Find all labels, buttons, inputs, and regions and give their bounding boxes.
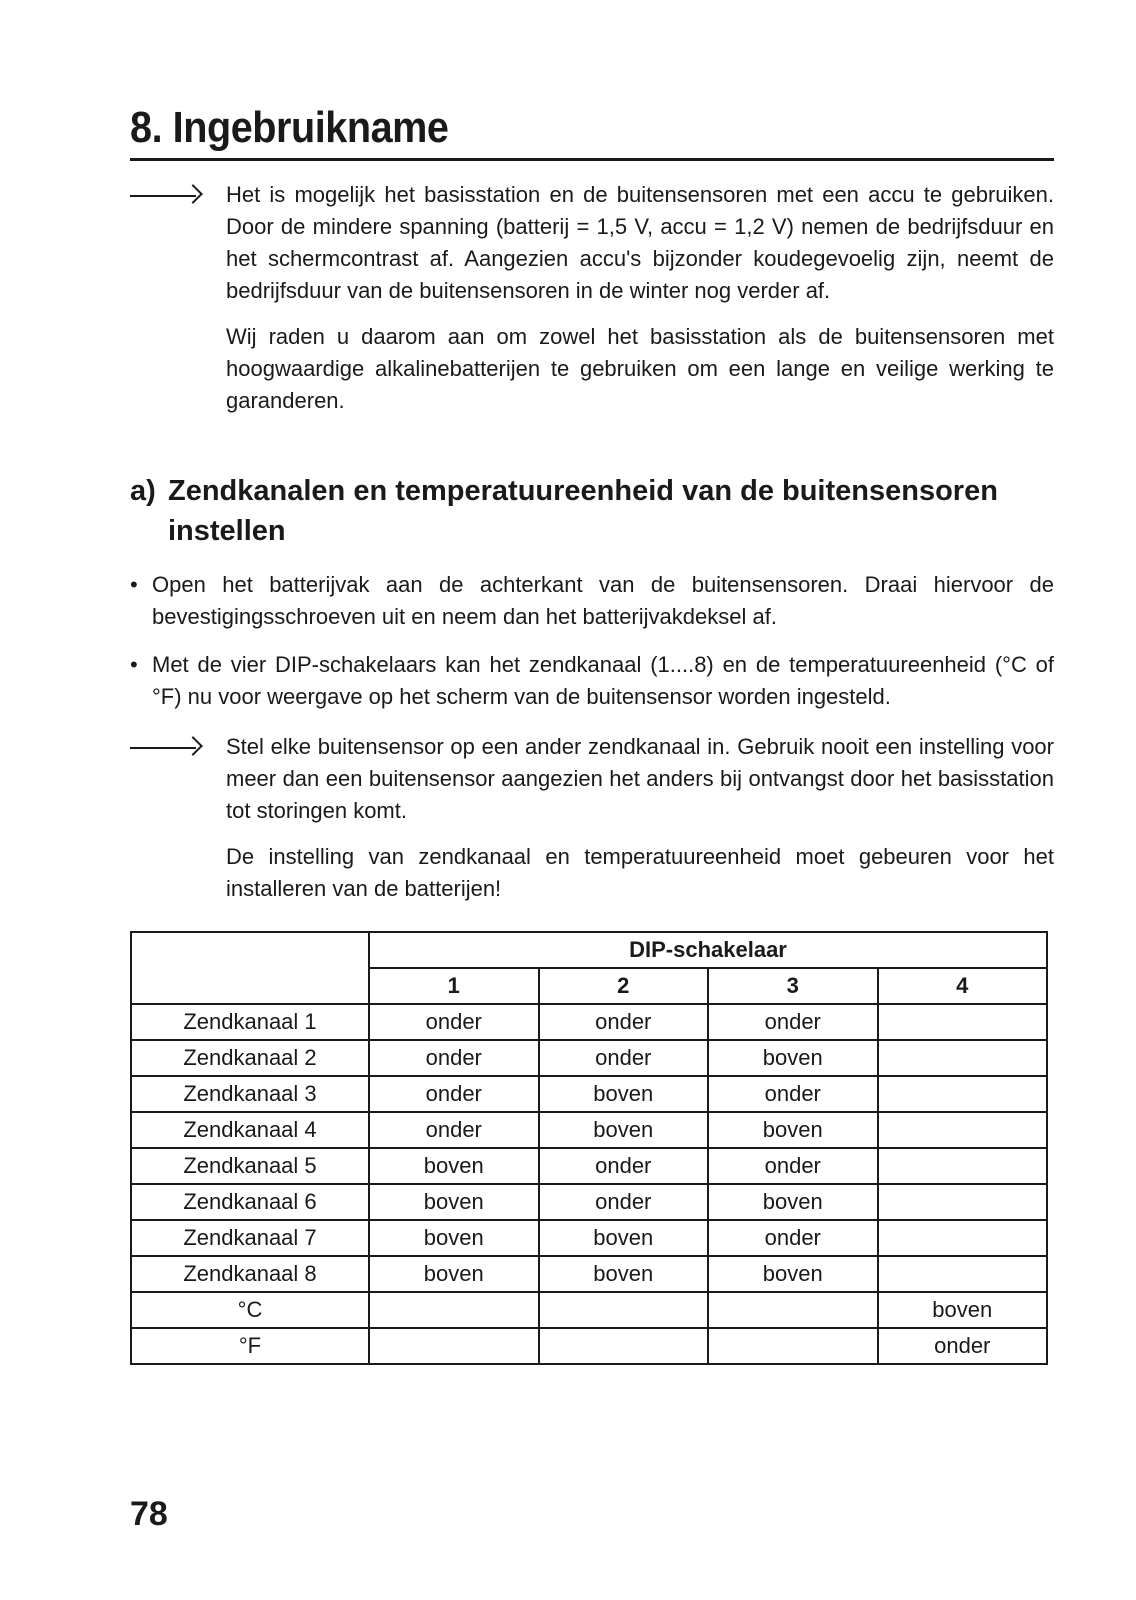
table-body bbox=[131, 1004, 1047, 1364]
page-content bbox=[130, 100, 1054, 1365]
table-cell: onder bbox=[708, 1148, 878, 1184]
table-cell bbox=[878, 1112, 1048, 1148]
table-cell: boven bbox=[539, 1112, 709, 1148]
row-label-cell: °F bbox=[131, 1328, 369, 1364]
note-paragraph: De instelling van zendkanaal en temperatuureenheid moet gebeuren voor het installeren van de batterijen! bbox=[226, 844, 1054, 901]
table-cell: onder bbox=[539, 1184, 709, 1220]
list-item-text: Met de vier DIP-schakelaars kan het zendkanaal (1....8) en de temperatuureenheid (°C of °F) nu voor weergave op het scherm van de buitensensor worden ingesteld. bbox=[152, 652, 1054, 709]
table-cell: onder bbox=[878, 1328, 1048, 1364]
arrow-right-icon bbox=[130, 731, 226, 763]
table-cell bbox=[369, 1292, 539, 1328]
table-row bbox=[131, 1220, 1047, 1256]
table-row bbox=[131, 1004, 1047, 1040]
table-cell: onder bbox=[708, 1220, 878, 1256]
page-number: 78 bbox=[130, 1495, 168, 1533]
table-cell bbox=[708, 1292, 878, 1328]
section-label: a) bbox=[130, 475, 156, 507]
table-cell bbox=[878, 1256, 1048, 1292]
table-row bbox=[131, 1184, 1047, 1220]
table-row bbox=[131, 1256, 1047, 1292]
table-corner-cell bbox=[131, 932, 369, 1004]
table-cell: boven bbox=[708, 1040, 878, 1076]
note-paragraph: Stel elke buitensensor op een ander zendkanaal in. Gebruik nooit een instelling voor meer dan een buitensensor aangezien het anders bij ontvangst door het basisstation tot storingen komt. bbox=[226, 734, 1054, 823]
table-column-header: 3 bbox=[708, 968, 878, 1004]
table-cell: boven bbox=[369, 1184, 539, 1220]
row-label-cell: Zendkanaal 6 bbox=[131, 1184, 369, 1220]
table-cell bbox=[878, 1184, 1048, 1220]
table-cell: boven bbox=[708, 1184, 878, 1220]
page-title: 8. Ingebruikname bbox=[130, 103, 449, 152]
table-cell bbox=[878, 1004, 1048, 1040]
list-item-text: Open het batterijvak aan de achterkant van de buitensensoren. Draai hiervoor de bevestigingsschroeven uit en neem dan het batterijvakdeksel af. bbox=[152, 572, 1054, 629]
table-cell: boven bbox=[878, 1292, 1048, 1328]
row-label-cell: °C bbox=[131, 1292, 369, 1328]
table-cell: onder bbox=[539, 1004, 709, 1040]
table-row bbox=[131, 1076, 1047, 1112]
table-group-header: DIP-schakelaar bbox=[369, 932, 1047, 968]
table-cell: boven bbox=[539, 1256, 709, 1292]
row-label-cell: Zendkanaal 1 bbox=[131, 1004, 369, 1040]
table-cell: onder bbox=[539, 1148, 709, 1184]
note-block-2 bbox=[130, 731, 1054, 919]
table-cell: onder bbox=[369, 1004, 539, 1040]
table-column-header: 2 bbox=[539, 968, 709, 1004]
table-cell: boven bbox=[369, 1256, 539, 1292]
table-cell: onder bbox=[369, 1076, 539, 1112]
table-row bbox=[131, 1292, 1047, 1328]
row-label-cell: Zendkanaal 4 bbox=[131, 1112, 369, 1148]
list-item bbox=[130, 569, 1054, 633]
table-row bbox=[131, 1112, 1047, 1148]
table-cell: onder bbox=[369, 1040, 539, 1076]
table-cell bbox=[878, 1076, 1048, 1112]
table-cell: boven bbox=[369, 1220, 539, 1256]
note-block-1 bbox=[130, 179, 1054, 431]
table-row bbox=[131, 1040, 1047, 1076]
table-cell: onder bbox=[539, 1040, 709, 1076]
table-cell: boven bbox=[539, 1220, 709, 1256]
bullet-icon: • bbox=[130, 652, 138, 677]
table-cell bbox=[878, 1220, 1048, 1256]
table-cell: boven bbox=[539, 1076, 709, 1112]
table-cell: boven bbox=[708, 1256, 878, 1292]
dip-switch-table bbox=[130, 931, 1048, 1365]
table-cell: onder bbox=[369, 1112, 539, 1148]
table-cell bbox=[878, 1148, 1048, 1184]
table-cell bbox=[369, 1328, 539, 1364]
row-label-cell: Zendkanaal 2 bbox=[131, 1040, 369, 1076]
section-title: Zendkanalen en temperatuureenheid van de buitensensoren instellen bbox=[168, 475, 998, 547]
list-item bbox=[130, 649, 1054, 713]
table-cell: onder bbox=[708, 1076, 878, 1112]
table-cell bbox=[708, 1328, 878, 1364]
row-label-cell: Zendkanaal 7 bbox=[131, 1220, 369, 1256]
section-heading bbox=[130, 471, 1054, 551]
table-column-header: 4 bbox=[878, 968, 1048, 1004]
table-row bbox=[131, 1148, 1047, 1184]
table-column-header: 1 bbox=[369, 968, 539, 1004]
row-label-cell: Zendkanaal 3 bbox=[131, 1076, 369, 1112]
table-cell bbox=[539, 1292, 709, 1328]
note-paragraph: Het is mogelijk het basisstation en de buitensensoren met een accu te gebruiken. Door de mindere spanning (batterij = 1,5 V, accu = 1,2 V) nemen de bedrijfsduur en het schermcontrast af. Aangezien accu's bijzonder koudegevoelig zijn, neemt de bedrijfsduur van de buitensensoren in de winter nog verder af. bbox=[226, 182, 1054, 303]
table-cell bbox=[539, 1328, 709, 1364]
note-paragraph: Wij raden u daarom aan om zowel het basisstation als de buitensensoren met hoogwaardige alkalinebatterijen te gebruiken om een lange en veilige werking te garanderen. bbox=[226, 324, 1054, 413]
table-header-row bbox=[131, 932, 1047, 968]
table-cell: boven bbox=[369, 1148, 539, 1184]
bullet-icon: • bbox=[130, 572, 138, 597]
title-rule bbox=[130, 100, 1054, 161]
table-cell: boven bbox=[708, 1112, 878, 1148]
table-row bbox=[131, 1328, 1047, 1364]
row-label-cell: Zendkanaal 5 bbox=[131, 1148, 369, 1184]
table-cell: onder bbox=[708, 1004, 878, 1040]
arrow-right-icon bbox=[130, 179, 226, 211]
table-cell bbox=[878, 1040, 1048, 1076]
row-label-cell: Zendkanaal 8 bbox=[131, 1256, 369, 1292]
